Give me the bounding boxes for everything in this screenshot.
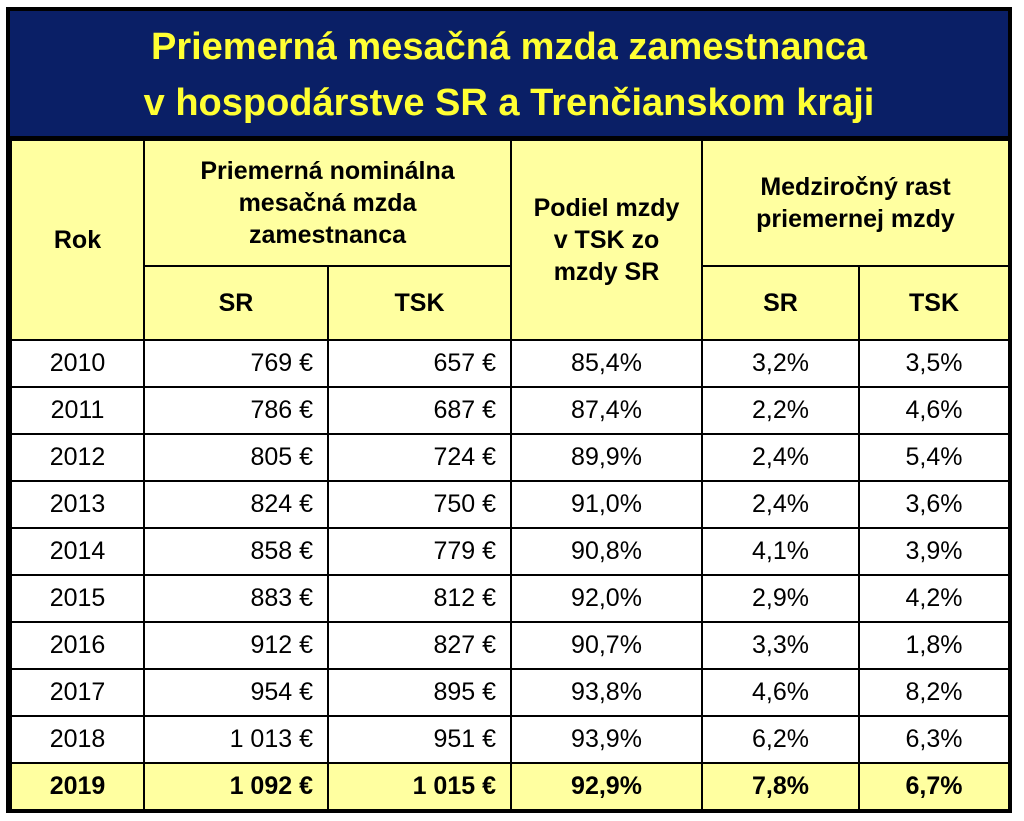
cell-sr-wage: 786 €: [144, 387, 328, 434]
cell-share: 85,4%: [511, 340, 702, 387]
cell-growth-sr: 2,4%: [702, 434, 859, 481]
cell-sr-wage: 769 €: [144, 340, 328, 387]
table-row: [11, 528, 1009, 575]
cell-growth-tsk: 4,6%: [859, 387, 1009, 434]
cell-share: 90,7%: [511, 622, 702, 669]
cell-tsk-wage: 657 €: [328, 340, 511, 387]
header-nominal-wage: Priemerná nominálna mesačná mzda zamestnanca: [144, 140, 511, 266]
cell-share: 89,9%: [511, 434, 702, 481]
cell-growth-tsk: 8,2%: [859, 669, 1009, 716]
cell-tsk-wage: 812 €: [328, 575, 511, 622]
cell-sr-wage: 824 €: [144, 481, 328, 528]
cell-growth-sr: 4,1%: [702, 528, 859, 575]
cell-year: 2018: [11, 716, 144, 763]
cell-year: 2011: [11, 387, 144, 434]
header-sr: SR: [144, 266, 328, 340]
header-tsk: TSK: [328, 266, 511, 340]
cell-growth-sr: 7,8%: [702, 763, 859, 810]
table-row: [11, 716, 1009, 763]
cell-growth-tsk: 3,5%: [859, 340, 1009, 387]
cell-tsk-wage: 724 €: [328, 434, 511, 481]
cell-tsk-wage: 951 €: [328, 716, 511, 763]
title-line-2: v hospodárstve SR a Trenčianskom kraji: [143, 82, 875, 124]
cell-year: 2013: [11, 481, 144, 528]
table-row: [11, 434, 1009, 481]
cell-growth-tsk: 4,2%: [859, 575, 1009, 622]
table-row: [11, 387, 1009, 434]
title-line-1: Priemerná mesačná mzda zamestnanca: [150, 26, 868, 68]
header-share: Podiel mzdy v TSK zo mzdy SR: [511, 140, 702, 340]
cell-share: 92,9%: [511, 763, 702, 810]
cell-sr-wage: 858 €: [144, 528, 328, 575]
cell-year: 2012: [11, 434, 144, 481]
cell-growth-sr: 6,2%: [702, 716, 859, 763]
cell-tsk-wage: 1 015 €: [328, 763, 511, 810]
header-growth: Medziročný rast priemernej mzdy: [702, 140, 1009, 266]
table-row: [11, 622, 1009, 669]
table-row: [11, 481, 1009, 528]
cell-growth-tsk: 6,3%: [859, 716, 1009, 763]
cell-share: 87,4%: [511, 387, 702, 434]
cell-sr-wage: 805 €: [144, 434, 328, 481]
cell-growth-tsk: 6,7%: [859, 763, 1009, 810]
table-row-highlighted: [11, 763, 1009, 810]
cell-year: 2015: [11, 575, 144, 622]
cell-share: 90,8%: [511, 528, 702, 575]
cell-tsk-wage: 687 €: [328, 387, 511, 434]
cell-sr-wage: 1 092 €: [144, 763, 328, 810]
table-row: [11, 340, 1009, 387]
header-growth-sr: SR: [702, 266, 859, 340]
cell-growth-sr: 3,3%: [702, 622, 859, 669]
cell-year: 2017: [11, 669, 144, 716]
table-row: [11, 669, 1009, 716]
cell-sr-wage: 912 €: [144, 622, 328, 669]
cell-year: 2014: [11, 528, 144, 575]
cell-tsk-wage: 779 €: [328, 528, 511, 575]
wage-table: [10, 139, 1010, 811]
cell-year: 2010: [11, 340, 144, 387]
cell-growth-sr: 2,4%: [702, 481, 859, 528]
cell-share: 93,9%: [511, 716, 702, 763]
cell-growth-tsk: 5,4%: [859, 434, 1009, 481]
cell-share: 92,0%: [511, 575, 702, 622]
cell-growth-sr: 2,9%: [702, 575, 859, 622]
header-growth-tsk: TSK: [859, 266, 1009, 340]
cell-sr-wage: 1 013 €: [144, 716, 328, 763]
cell-growth-sr: 2,2%: [702, 387, 859, 434]
cell-growth-tsk: 3,6%: [859, 481, 1009, 528]
cell-sr-wage: 954 €: [144, 669, 328, 716]
table-frame: [6, 7, 1012, 813]
cell-growth-sr: 3,2%: [702, 340, 859, 387]
cell-year: 2016: [11, 622, 144, 669]
table-row: [11, 575, 1009, 622]
cell-growth-tsk: 1,8%: [859, 622, 1009, 669]
cell-share: 93,8%: [511, 669, 702, 716]
cell-tsk-wage: 750 €: [328, 481, 511, 528]
cell-growth-sr: 4,6%: [702, 669, 859, 716]
cell-year: 2019: [11, 763, 144, 810]
cell-tsk-wage: 827 €: [328, 622, 511, 669]
page-title: [10, 11, 1008, 139]
cell-share: 91,0%: [511, 481, 702, 528]
cell-growth-tsk: 3,9%: [859, 528, 1009, 575]
cell-tsk-wage: 895 €: [328, 669, 511, 716]
cell-sr-wage: 883 €: [144, 575, 328, 622]
header-rok: Rok: [11, 140, 144, 340]
